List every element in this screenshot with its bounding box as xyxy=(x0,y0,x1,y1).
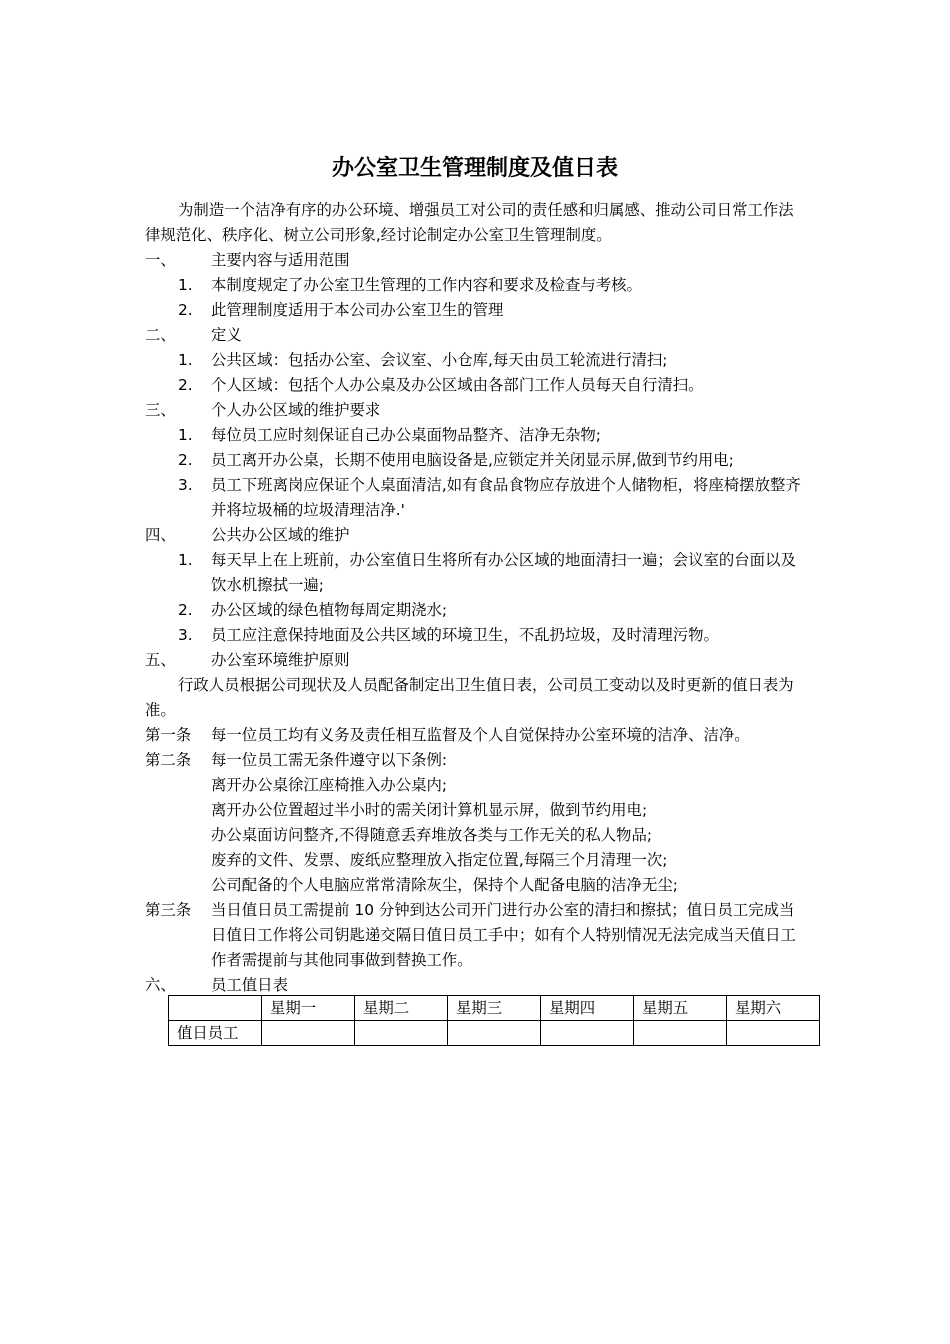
item-number: 2. xyxy=(178,376,193,394)
section-number: 六、 xyxy=(145,976,176,994)
section-number: 二、 xyxy=(145,326,176,344)
section-heading xyxy=(145,323,807,348)
list-item xyxy=(145,348,807,373)
item-number: 1. xyxy=(178,551,193,569)
item-text: 个人区域：包括个人办公桌及办公区域由各部门工作人员每天自行清扫。 xyxy=(211,376,704,394)
article-text: 当日值日员工需提前 10 分钟到达公司开门进行办公室的清扫和擦拭；值日员工完成当日值日工作将公司钥匙递交隔日值日员工手中；如有个人特别情况无法完成当天值日工作者需提前与其他同事做到替换工作。 xyxy=(211,901,796,969)
item-number: 2. xyxy=(178,601,193,619)
item-number: 2. xyxy=(178,301,193,319)
rule-item: 离开办公桌徐江座椅推入办公桌内; xyxy=(211,776,448,794)
table-cell xyxy=(355,1021,448,1046)
article-text: 每一位员工需无条件遵守以下条例: xyxy=(211,751,448,769)
table-corner-cell xyxy=(169,996,262,1021)
section-paragraph: 行政人员根据公司现状及人员配备制定出卫生值日表，公司员工变动以及时更新的值日表为准。 xyxy=(145,676,794,719)
duty-table xyxy=(168,995,820,1046)
table-header-cell: 星期五 xyxy=(634,996,727,1021)
item-text: 每天早上在上班前，办公室值日生将所有办公区域的地面清扫一遍；会议室的台面以及饮水机擦拭一遍; xyxy=(211,551,796,594)
table-cell xyxy=(727,1021,820,1046)
item-text: 员工下班离岗应保证个人桌面清洁,如有食品食物应存放进个人储物柜，将座椅摆放整齐并将垃圾桶的垃圾清理洁净.' xyxy=(211,476,801,519)
table-row-label: 值日员工 xyxy=(169,1021,262,1046)
item-text: 本制度规定了办公室卫生管理的工作内容和要求及检查与考核。 xyxy=(211,276,642,294)
rule-item: 废弃的文件、发票、废纸应整理放入指定位置,每隔三个月清理一次; xyxy=(211,851,668,869)
list-item xyxy=(145,473,807,523)
section-title: 办公室环境维护原则 xyxy=(211,651,350,669)
table-row xyxy=(169,1021,820,1046)
rule-item: 公司配备的个人电脑应常常清除灰尘，保持个人配备电脑的洁净无尘; xyxy=(211,876,678,894)
list-item xyxy=(145,548,807,598)
article xyxy=(145,898,807,973)
list-item xyxy=(145,273,807,298)
rule-item: 办公桌面访问整齐,不得随意丢弃堆放各类与工作无关的私人物品; xyxy=(211,826,653,844)
list-item xyxy=(145,448,807,473)
item-text: 员工应注意保持地面及公共区域的环境卫生，不乱扔垃圾，及时清理污物。 xyxy=(211,626,719,644)
section-heading xyxy=(145,648,807,673)
item-text: 办公区域的绿色植物每周定期浇水; xyxy=(211,601,448,619)
article-text: 每一位员工均有义务及责任相互监督及个人自觉保持办公室环境的洁净、洁净。 xyxy=(211,726,750,744)
list-item xyxy=(145,373,807,398)
article xyxy=(145,748,807,773)
section-number: 四、 xyxy=(145,526,176,544)
article-number: 第二条 xyxy=(145,751,192,769)
section-heading xyxy=(145,523,807,548)
document-body xyxy=(145,198,807,998)
table-header-cell: 星期四 xyxy=(541,996,634,1021)
item-number: 3. xyxy=(178,626,193,644)
rule-item: 离开办公位置超过半小时的需关闭计算机显示屏，做到节约用电; xyxy=(211,801,648,819)
list-item xyxy=(145,598,807,623)
section-heading xyxy=(145,398,807,423)
article xyxy=(145,723,807,748)
article-number: 第三条 xyxy=(145,901,192,919)
item-text: 每位员工应时刻保证自己办公桌面物品整齐、洁净无杂物; xyxy=(211,426,601,444)
section-title: 定义 xyxy=(211,326,242,344)
table-cell xyxy=(541,1021,634,1046)
section-title: 主要内容与适用范围 xyxy=(211,251,350,269)
table-cell xyxy=(262,1021,355,1046)
intro-paragraph: 为制造一个洁净有序的办公环境、增强员工对公司的责任感和归属感、推动公司日常工作法律规范化、秩序化、树立公司形象,经讨论制定办公室卫生管理制度。 xyxy=(145,201,794,244)
list-item xyxy=(145,298,807,323)
section-number: 五、 xyxy=(145,651,176,669)
section-title: 公共办公区域的维护 xyxy=(211,526,350,544)
item-text: 公共区域：包括办公室、会议室、小仓库,每天由员工轮流进行清扫; xyxy=(211,351,668,369)
item-number: 1. xyxy=(178,426,193,444)
document-title: 办公室卫生管理制度及值日表 xyxy=(331,156,618,181)
item-text: 此管理制度适用于本公司办公室卫生的管理 xyxy=(211,301,504,319)
table-header-cell: 星期二 xyxy=(355,996,448,1021)
item-number: 2. xyxy=(178,451,193,469)
table-header-cell: 星期六 xyxy=(727,996,820,1021)
article-number: 第一条 xyxy=(145,726,192,744)
table-header-row xyxy=(169,996,820,1021)
section-number: 一、 xyxy=(145,251,176,269)
table-cell xyxy=(634,1021,727,1046)
section-heading xyxy=(145,248,807,273)
section-number: 三、 xyxy=(145,401,176,419)
list-item xyxy=(145,623,807,648)
table-cell xyxy=(448,1021,541,1046)
section-title: 个人办公区域的维护要求 xyxy=(211,401,381,419)
section-title: 员工值日表 xyxy=(211,976,288,994)
table-header-cell: 星期一 xyxy=(262,996,355,1021)
item-number: 3. xyxy=(178,476,193,494)
list-item xyxy=(145,423,807,448)
table-header-cell: 星期三 xyxy=(448,996,541,1021)
item-text: 员工离开办公桌，长期不使用电脑设备是,应锁定并关闭显示屏,做到节约用电; xyxy=(211,451,734,469)
item-number: 1. xyxy=(178,351,193,369)
item-number: 1. xyxy=(178,276,193,294)
